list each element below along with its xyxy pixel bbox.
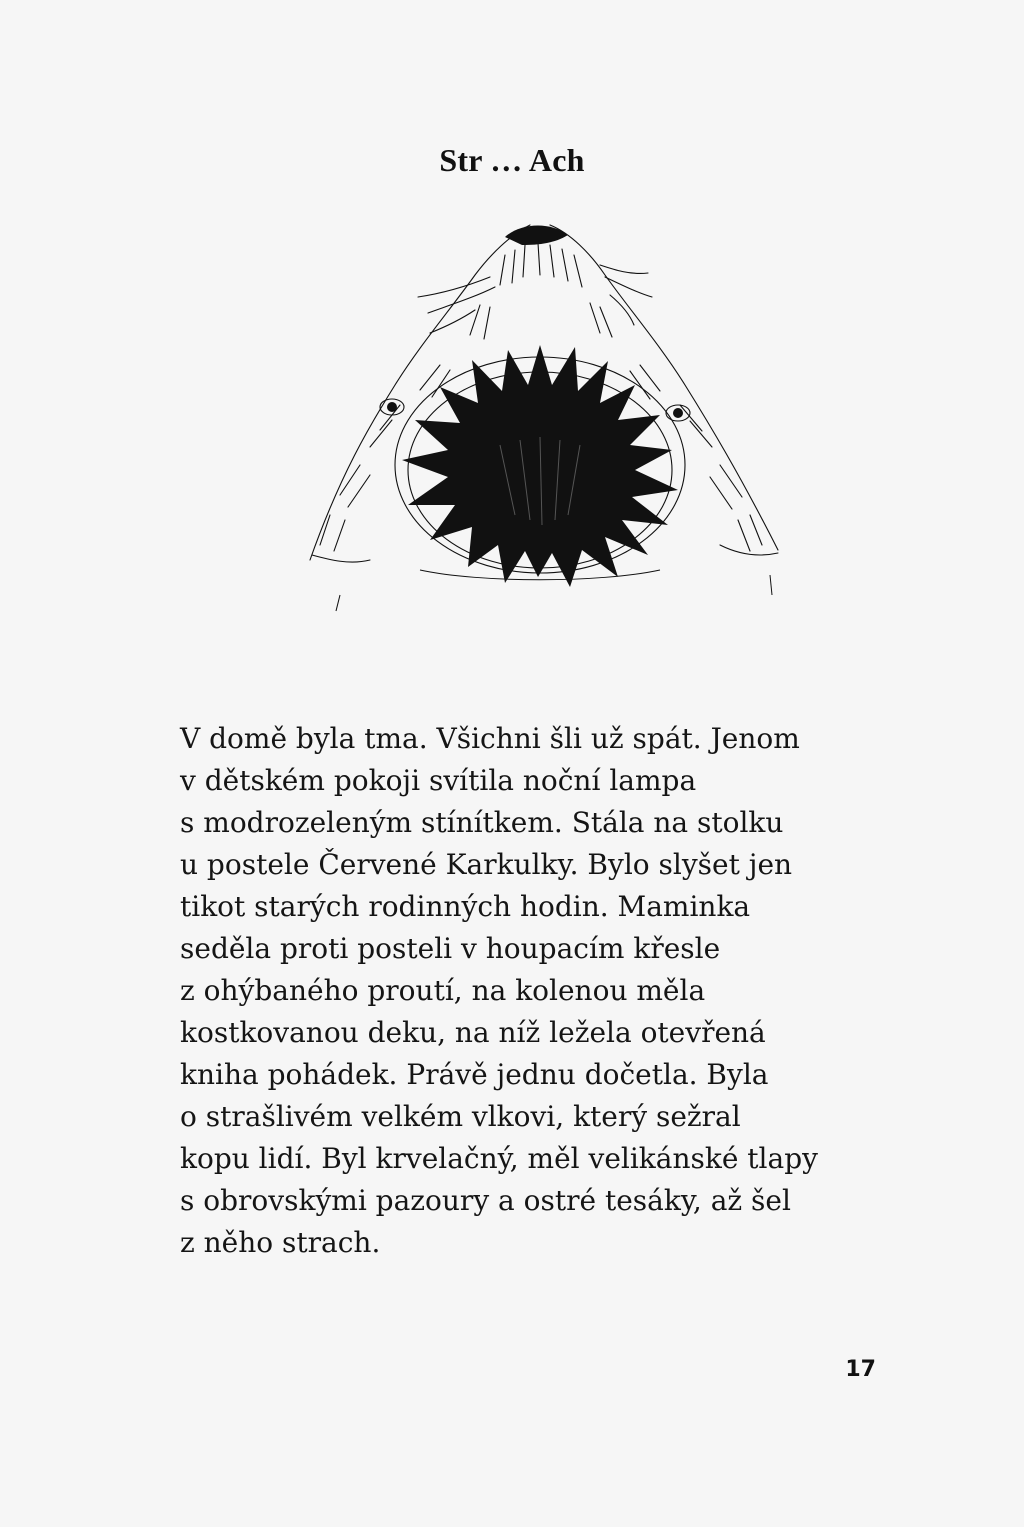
- text-line: s modrozeleným stínítkem. Stála na stolku: [180, 806, 784, 839]
- page-number: 17: [845, 1357, 876, 1382]
- body-text: [180, 718, 880, 1264]
- text-line: tikot starých rodinných hodin. Maminka: [180, 890, 751, 923]
- chapter-title: Str … Ach: [439, 142, 585, 178]
- text-line: z ohýbaného proutí, na kolenou měla: [180, 974, 706, 1007]
- text-line: o strašlivém velkém vlkovi, který sežral: [180, 1100, 741, 1133]
- text-line: v dětském pokoji svítila noční lampa: [180, 764, 697, 797]
- text-line: kostkovanou deku, na níž ležela otevřená: [180, 1016, 766, 1049]
- shark-jaws-icon: [300, 215, 790, 615]
- text-line: u postele Červené Karkulky. Bylo slyšet jen: [180, 848, 793, 881]
- text-line: kopu lidí. Byl krvelačný, měl velikánské tlapy: [180, 1142, 818, 1175]
- text-line: V domě byla tma. Všichni šli už spát. Jenom: [180, 722, 800, 755]
- text-line: kniha pohádek. Právě jednu dočetla. Byla: [180, 1058, 769, 1091]
- text-line: seděla proti posteli v houpacím křesle: [180, 932, 721, 965]
- text-line: z něho strach.: [180, 1226, 381, 1259]
- text-line: s obrovskými pazoury a ostré tesáky, až šel: [180, 1184, 791, 1217]
